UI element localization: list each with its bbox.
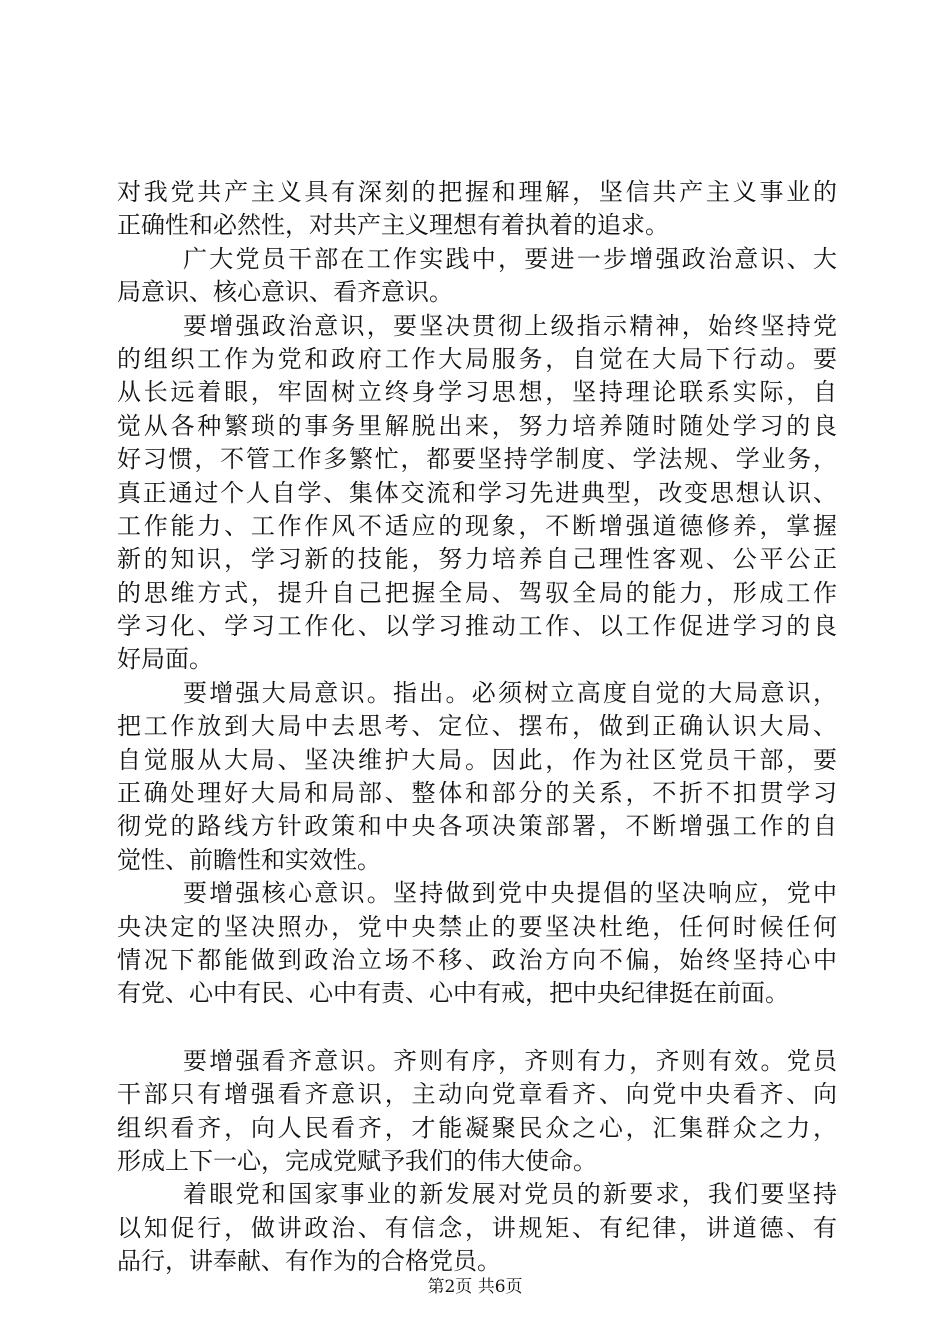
text-line: 要增强核心意识。坚持做到党中央提倡的坚决响应，党中: [183, 879, 837, 908]
text-line: 要增强大局意识。指出。必须树立高度自觉的大局意识，: [183, 678, 837, 707]
text-line: 觉性、前瞻性和实效性。: [117, 845, 381, 874]
document-body: [117, 176, 837, 1279]
text-line: 要增强政治意识，要坚决贯彻上级指示精神，始终坚持党: [183, 311, 837, 340]
paragraph-gap: [117, 1011, 837, 1045]
text-line: 组织看齐，向人民看齐，才能凝聚民众之心，汇集群众之力，: [117, 1113, 837, 1142]
text-line: 着眼党和国家事业的新发展对党员的新要求，我们要坚持: [183, 1180, 837, 1209]
paragraph: [117, 877, 837, 1011]
text-line: 有党、心中有民、心中有责、心中有戒，把中央纪律挺在前面。: [117, 979, 789, 1008]
text-line: 对我党共产主义具有深刻的把握和理解，坚信共产主义事业的: [117, 178, 837, 206]
text-line: 局意识、核心意识、看齐意识。: [117, 278, 453, 307]
paragraph: [117, 176, 837, 243]
text-line: 情况下都能做到政治立场不移、政治方向不偏，始终坚持心中: [117, 945, 837, 974]
text-line: 把工作放到大局中去思考、定位、摆布，做到正确认识大局、: [117, 712, 837, 741]
text-line: 央决定的坚决照办，党中央禁止的要坚决杜绝，任何时候任何: [117, 912, 837, 941]
text-line: 形成上下一心，完成党赋予我们的伟大使命。: [117, 1146, 597, 1175]
text-line: 以知促行，做讲政治、有信念，讲规矩、有纪律，讲道德、有: [117, 1213, 837, 1242]
text-line: 自觉服从大局、坚决维护大局。因此，作为社区党员干部，要: [117, 745, 837, 774]
text-line: 好习惯，不管工作多繁忙，都要坚持学制度、学法规、学业务，: [117, 445, 837, 474]
text-line: 正确性和必然性，对共产主义理想有着执着的追求。: [117, 211, 669, 240]
paragraph: [117, 677, 837, 877]
paragraph: [117, 310, 837, 677]
text-line: 工作能力、工作作风不适应的现象，不断增强道德修养，掌握: [117, 511, 837, 540]
text-line: 正确处理好大局和局部、整体和部分的关系，不折不扣贯学习: [117, 779, 837, 808]
paragraph: [117, 243, 837, 310]
text-line: 品行，讲奉献、有作为的合格党员。: [117, 1247, 501, 1276]
paragraph: [117, 1178, 837, 1278]
text-line: 新的知识，学习新的技能，努力培养自己理性客观、公平公正: [117, 545, 837, 574]
text-line: 广大党员干部在工作实践中，要进一步增强政治意识、大: [183, 244, 837, 273]
paragraph: [117, 1045, 837, 1179]
text-line: 学习化、学习工作化、以学习推动工作、以工作促进学习的良: [117, 612, 837, 641]
page-number-footer: 第2页 共6页: [427, 1277, 523, 1297]
text-line: 觉从各种繁琐的事务里解脱出来，努力培养随时随处学习的良: [117, 411, 837, 440]
text-line: 从长远着眼，牢固树立终身学习思想，坚持理论联系实际，自: [117, 378, 837, 407]
text-line: 好局面。: [117, 645, 213, 674]
text-line: 真正通过个人自学、集体交流和学习先进典型，改变思想认识、: [117, 478, 837, 507]
text-line: 干部只有增强看齐意识，主动向党章看齐、向党中央看齐、向: [117, 1080, 837, 1109]
text-line: 要增强看齐意识。齐则有序，齐则有力，齐则有效。党员: [183, 1046, 837, 1075]
text-line: 彻党的路线方针政策和中央各项决策部署，不断增强工作的自: [117, 812, 837, 841]
text-line: 的思维方式，提升自己把握全局、驾驭全局的能力，形成工作: [117, 578, 837, 607]
text-line: 的组织工作为党和政府工作大局服务，自觉在大局下行动。要: [117, 344, 837, 373]
